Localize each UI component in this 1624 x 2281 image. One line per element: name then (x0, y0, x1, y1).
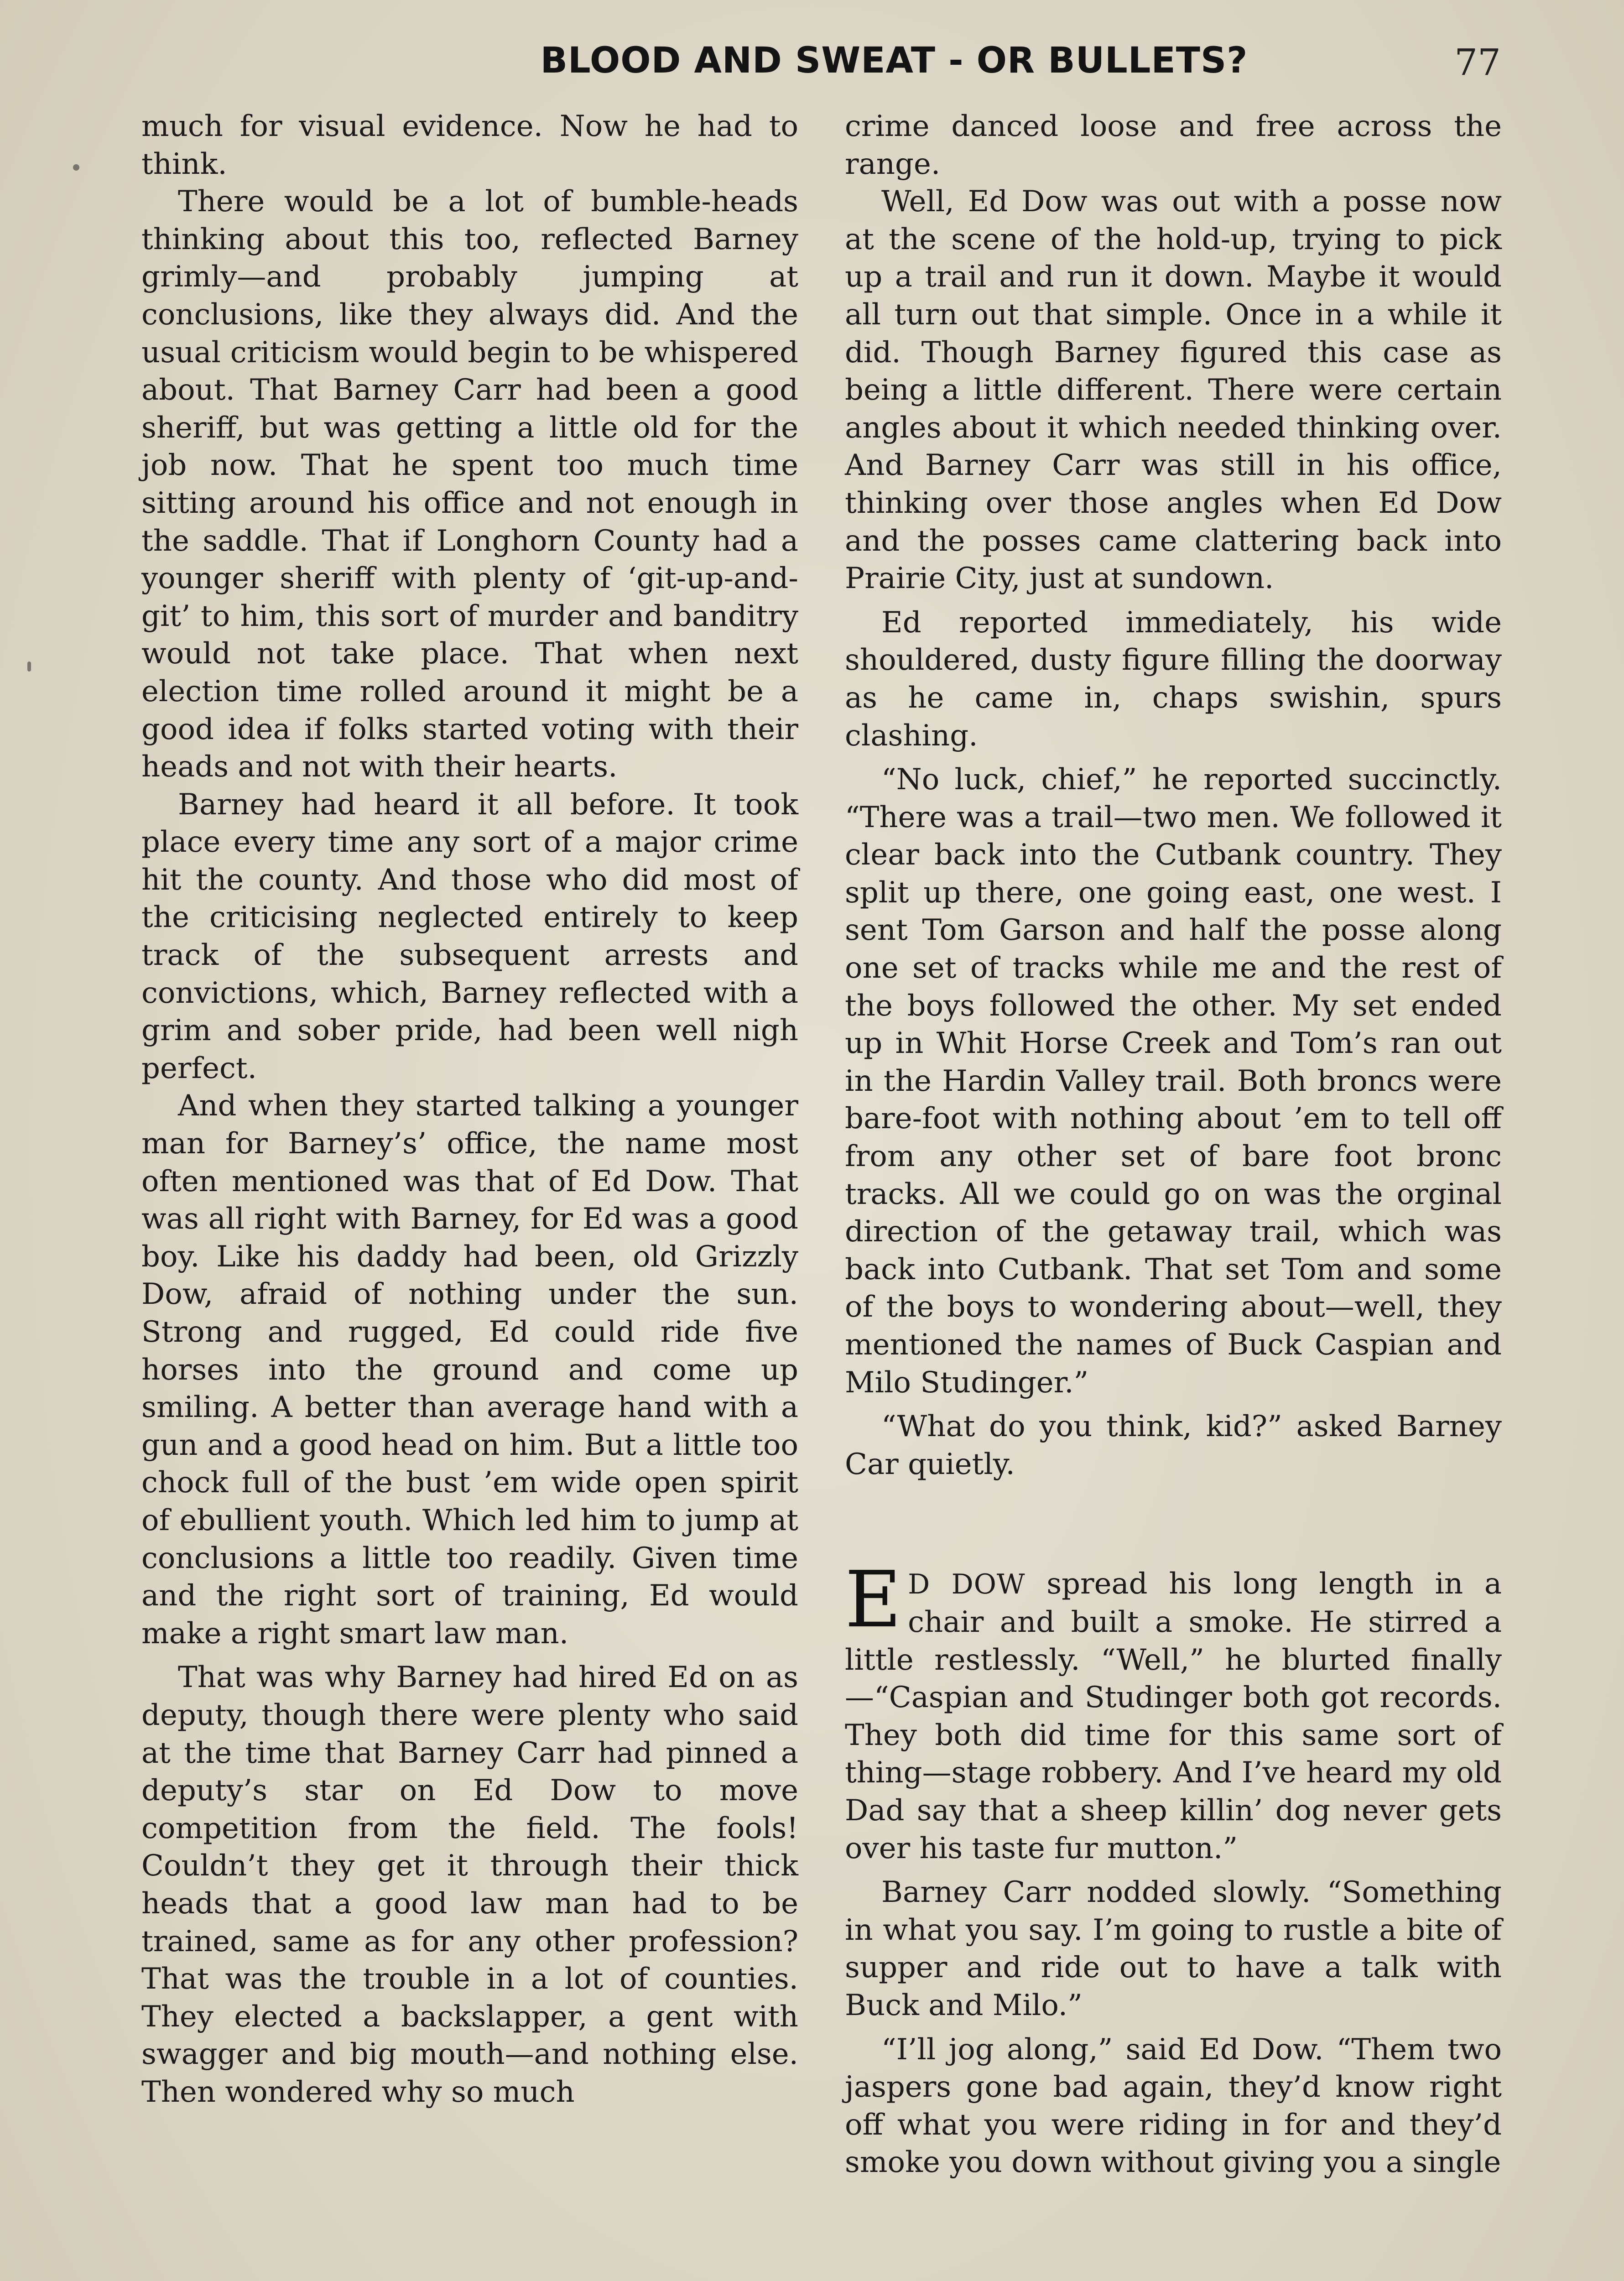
section-opening-paragraph (845, 1555, 1502, 1867)
paragraph: much for visual evidence. Now he had to think. (141, 109, 798, 181)
paragraph-body: spread his long length in a chair and built a smoke. He stirred a little restlessly. “Well,” he blurted finally—“Caspian and Studinger both got records. They both did time for this same sort of thing—stage robbery. And I’ve heard my old Dad say that a sheep killin’ dog never gets over his taste fur mutton.” (845, 1567, 1502, 1865)
right-column (845, 108, 1502, 2182)
paragraph: And when they started talking a younger man for Barney’s’ office, the name most often mentioned was that of Ed Dow. That was all right with Barney, for Ed was a good boy. Like his daddy had been, old Grizzly Dow, afraid of nothing under the sun. Strong and rugged, Ed could ride five horses into the ground and come up smiling. A better than average hand with a gun and a good head on him. But a little too chock full of the bust ’em wide open spirit of ebullient youth. Which led him to jump at conclusions a little too readily. Given time and the right sort of training, Ed would make a right smart law man. (141, 1089, 798, 1651)
paragraph: Well, Ed Dow was out with a posse now at the scene of the hold-up, trying to pick up a trail and run it down. Maybe it would all turn out that simple. Once in a while it did. Though Barney figured this case as being a little different. There were certain angles about it which needed thinking over. And Barney Carr was still in his office, thinking over those angles when Ed Dow and the posses came clattering back into Prairie City, just at sundown. (845, 185, 1502, 596)
page-header (137, 40, 1501, 90)
left-column (141, 108, 798, 2111)
paragraph: Barney had heard it all before. It took place every time any sort of a major crime hit the county. And those who did most of the criticising neglected entirely to keep track of the subsequent arrests and convictions, which, Barney reflected with a grim and sober pride, had been well nigh perfect. (141, 787, 798, 1085)
paragraph: “I’ll jog along,” said Ed Dow. “Them two jaspers gone bad again, they’d know right off what you were riding in for and they’d smoke you down without giving you a single (845, 2032, 1502, 2180)
drop-cap: E (845, 1555, 902, 1646)
running-title: BLOOD AND SWEAT - OR BULLETS? (540, 40, 1248, 81)
paragraph: “No luck, chief,” he reported succinctly. “There was a trail—two men. We followed it clear back into the Cutbank country. They split up there, one going east, one west. I sent Tom Garson and half the posse along one set of tracks while me and the rest of the boys followed the other. My set ended up in Whit Horse Creek and Tom’s ran out in the Hardin Valley trail. Both broncs were bare-foot with nothing about ’em to tell off from any other set of bare foot bronc tracks. All we could go on was the orginal direction of the getaway trail, which was back into Cutbank. That set Tom and some of the boys to wondering about—well, they mentioned the names of Buck Caspian and Milo Studinger.” (845, 763, 1502, 1400)
print-speck (73, 164, 79, 171)
paragraph: That was why Barney had hired Ed on as deputy, though there were plenty who said at the time that Barney Carr had pinned a deputy’s star on Ed Dow to move competition from the field. The fools! Couldn’t they get it through their thick heads that a good law man had to be trained, same as for any other profession? That was the trouble in a lot of counties. They elected a backslapper, a gent with swagger and big mouth—and nothing else. Then wondered why so much (141, 1661, 798, 2109)
page-number: 77 (1454, 41, 1501, 83)
paragraph: There would be a lot of bumble-heads thinking about this too, reflected Barney grimly—and probably jumping at conclusions, like they always did. And the usual criticism would begin to be whispered about. That Barney Carr had been a good sheriff, but was getting a little old for the job now. That he spent too much time sitting around his office and not enough in the saddle. That if Longhorn County had a younger sheriff with plenty of ‘git-up-and-git’ to him, this sort of murder and banditry would not take place. That when next election time rolled around it might be a good idea if folks started voting with their heads and not with their hearts. (141, 185, 798, 784)
paragraph: crime danced loose and free across the range. (845, 109, 1502, 181)
lead-in-caps: D DOW (908, 1568, 1025, 1601)
paragraph: Ed reported immediately, his wide shouldered, dusty figure filling the doorway as he came in, chaps swishin, spurs clashing. (845, 605, 1502, 753)
paragraph: Barney Carr nodded slowly. “Something in what you say. I’m going to rustle a bite of supper and ride out to have a talk with Buck and Milo.” (845, 1875, 1502, 2022)
paragraph: “What do you think, kid?” asked Barney Car quietly. (845, 1410, 1502, 1481)
print-speck (27, 661, 31, 672)
